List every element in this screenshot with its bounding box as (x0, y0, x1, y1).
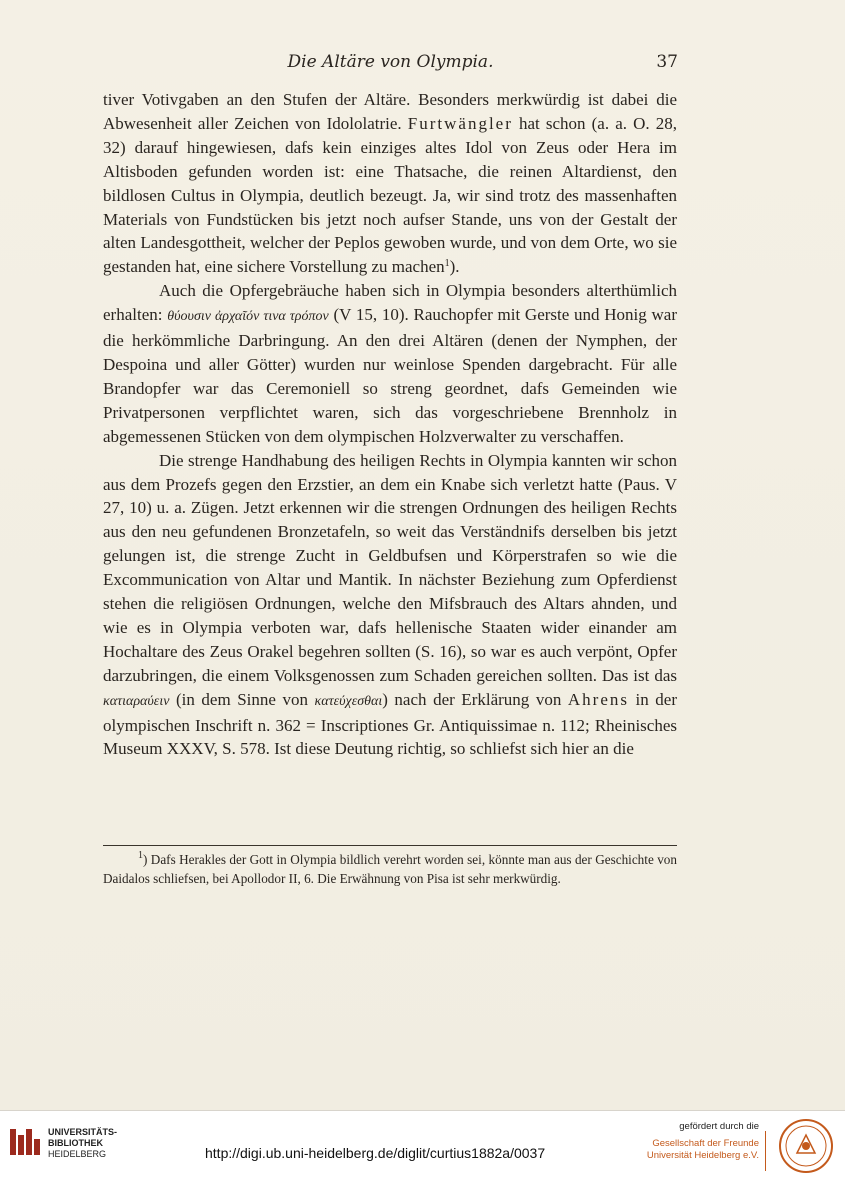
library-logo-icon[interactable] (8, 1125, 42, 1159)
paragraph-3 (103, 449, 677, 762)
footnote-text (103, 851, 677, 888)
sponsor-divider (765, 1131, 766, 1171)
sponsor-org-line: Universität Heidelberg e.V. (646, 1150, 759, 1161)
library-name-line: BIBLIOTHEK (48, 1138, 103, 1148)
text-run: ) Dafs Herakles der Gott in Olympia bildlich verehrt worden sei, könnte man aus der Geschichte von Daidalos schliefsen, bei Apollodor II, 6. Die Erwähnung von Pisa ist sehr merkwürdig. (103, 852, 677, 886)
text-run: Die strenge Handhabung des heiligen Rechts in Olympia kannten wir schon aus dem Prozefs gegen den Erzstier, an dem ein Knabe sich verletzt hatte (Paus. V 27, 10) u. a. Zügen. Jetzt erkennen wir die strengen Ordnungen des heiligen Rechts aus den neu gefundenen Bronzetafeln, so weit das Verständnifs derselben bis jetzt gelungen ist, die strenge Zucht in Geldbufsen und Körperstrafen so wie die Excommunication von Altar und Mantik. In nächster Beziehung zum Opferdienst stehen die religiösen Ordnungen, welche den Mifsbrauch des Altars ahnden, und wie es in Olympia verboten war, dafs hellenische Staaten wider einander am Hochaltare des Zeus Orakel begehren sollten (S. 16), so war es auch verpönt, Opfer darzubringen, die einem Volksgenossen zum Schaden gereichen sollten. Das ist das (103, 450, 677, 685)
body-text (103, 88, 677, 761)
running-title: Die Altäre von Olympia. (287, 52, 494, 72)
author-name: Furtwängler (407, 113, 513, 133)
author-name: Ahrens (567, 689, 629, 709)
sponsor-lead: gefördert durch die (679, 1121, 759, 1132)
paragraph-1 (103, 88, 677, 279)
library-name-line: UNIVERSITÄTS- (48, 1127, 118, 1137)
text-run: ). (449, 257, 460, 277)
footnote (103, 851, 677, 888)
permalink-url[interactable]: http://digi.ub.uni-heidelberg.de/diglit/curtius1882a/0037 (205, 1145, 546, 1161)
page-number: 37 (656, 52, 678, 72)
text-run: (V 15, 10). Rauchopfer mit Gerste und Honig war die herkömmliche Darbringung. An den drei Altären (denen der Nymphen, der Despoina und aller Götter) wurden nur weinlose Spenden dargebracht. Für alle Brandopfer war das Ceremoniell so streng geordnet, dafs Gemeinden wie Privatpersonen verpflichtet waren, sich das vorgeschriebene Brennholz in abgemessenen Stücken von dem olympischen Holzverwalter zu verschaffen. (103, 305, 677, 446)
text-run: tiver Votivgaben an den Stufen der Altäre. Besonders merkwürdig ist dabei die Abwesenheit aller Zeichen von Idololatrie. (103, 90, 677, 133)
sponsor-credit[interactable] (647, 1121, 759, 1162)
sponsor-org-line: Gesellschaft der Freunde (652, 1138, 759, 1149)
text-run: hat schon (a. a. O. 28, 32) darauf hingewiesen, dafs kein einziges altes Idol von Zeus oder Hera im Altisboden gefunden worden ist: eine Thatsache, die reinen Altardienst, den bildlosen Cultus in Olympia, deutlich bezeugt. Ja, wir sind trotz des massenhaften Materials von Fundstücken bis jetzt noch aufser Stande, uns von der Gestalt der alten Landesgottheit, welcher der Peplos gewoben wurde, und von dem Orte, wo sie gestanden hat, eine sichere Vorstellung zu machen (103, 113, 677, 277)
text-run: in der olympischen Inschrift n. 362 = Inscriptiones Gr. Antiquissimae n. 112; Rheinisches Museum XXXV, S. 578. Ist diese Deutung richtig, so schliefst sich hier an die (103, 689, 677, 759)
text-run: Auch die Opfergebräuche haben sich in Olympia besonders alterthümlich erhalten: (103, 281, 677, 325)
footnote-divider (103, 845, 677, 846)
greek-term: κατιαραύειν (103, 693, 170, 709)
footnote-ref[interactable]: 1 (444, 258, 450, 270)
footnote-marker: 1 (138, 850, 143, 861)
paragraph-2 (103, 279, 677, 448)
text-run: (in dem Sinne von (169, 689, 315, 709)
text-run: ) nach der Erklärung von (382, 689, 568, 709)
running-head (103, 52, 678, 76)
university-seal-icon[interactable] (775, 1117, 837, 1175)
greek-quote: θύουσιν ἀρχαῖόν τινα τρόπον (167, 309, 329, 325)
greek-term: κατεύχεσθαι (314, 693, 383, 709)
library-name[interactable] (48, 1127, 117, 1160)
footer-bar (0, 1110, 845, 1178)
library-name-line: HEIDELBERG (48, 1149, 107, 1159)
